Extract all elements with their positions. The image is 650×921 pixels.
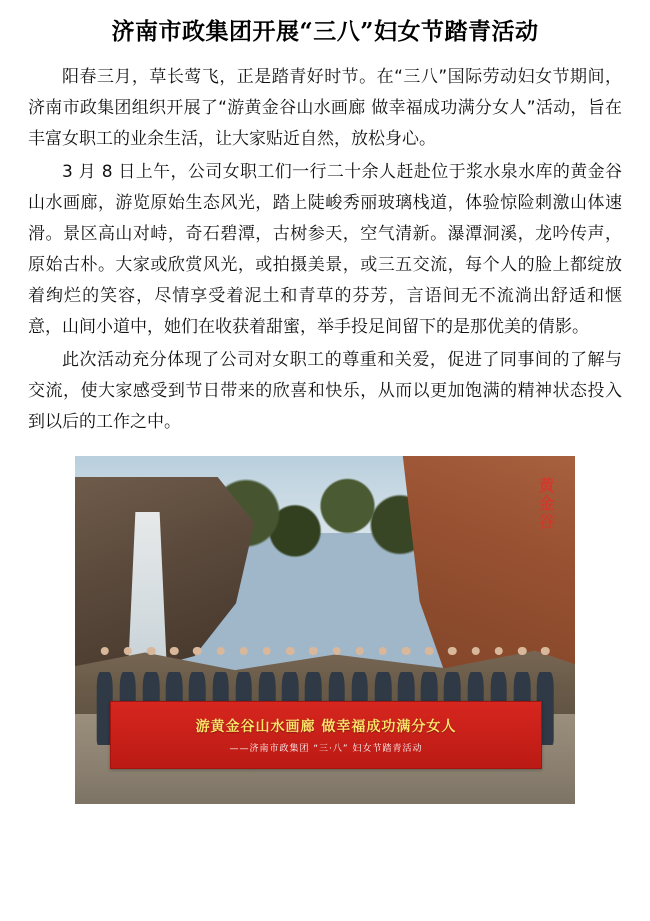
person-head	[309, 647, 317, 655]
person-head	[170, 647, 178, 655]
rock-carving-text: 黄金谷	[536, 476, 555, 531]
banner-sub-text: ——济南市政集团 “三·八” 妇女节踏青活动	[229, 744, 423, 755]
person-head	[541, 647, 549, 655]
person-head	[402, 647, 410, 655]
person-head	[518, 647, 526, 655]
paragraph-1: 阳春三月，草长莺飞，正是踏青好时节。在“三八”国际劳动妇女节期间，济南市政集团组织开展了“游黄金谷山水画廊 做幸福成功满分女人”活动，旨在丰富女职工的业余生活，让大家贴近自然，放松身心。	[28, 67, 622, 149]
person-head	[355, 647, 363, 655]
paragraph-3: 此次活动充分体现了公司对女职工的尊重和关爱，促进了同事间的了解与交流，使大家感受到节日带来的欣喜和快乐，从而以更加饱满的精神状态投入到以后的工作之中。	[28, 350, 622, 432]
person-head	[124, 647, 132, 655]
group-photo	[75, 456, 575, 804]
person-head	[100, 647, 108, 655]
person-head	[332, 647, 340, 655]
person-head	[425, 647, 433, 655]
person-head	[263, 647, 271, 655]
person-head	[495, 647, 503, 655]
banner-main-text: 游黄金谷山水画廊 做幸福成功满分女人	[195, 719, 457, 736]
person-head	[448, 647, 456, 655]
paragraph-2: 3 月 8 日上午，公司女职工们一行二十余人赶赴位于浆水泉水库的黄金谷山水画廊，游览原始生态风光，踏上陡峻秀丽玻璃栈道，体验惊险刺激山体速滑。景区高山对峙，奇石碧潭，古树参天，空气清新。瀑潭洞溪，龙吟传声，原始古朴。大家或欣赏风光，或拍摄美景，或三五交流，每个人的脸上都绽放着绚烂的笑容，尽情享受着泥土和青草的芬芳，言语间无不流淌出舒适和惬意，山间小道中，她们在收获着甜蜜，举手投足间留下的是那优美的倩影。	[28, 162, 622, 337]
person-head	[193, 647, 201, 655]
person-head	[379, 647, 387, 655]
person-head	[240, 647, 248, 655]
person-head	[471, 647, 479, 655]
person-head	[147, 647, 155, 655]
page-title: 济南市政集团开展“三八”妇女节踏青活动	[111, 18, 539, 45]
person-head	[216, 647, 224, 655]
person-head	[286, 647, 294, 655]
event-banner	[110, 701, 542, 769]
photo-container	[75, 456, 575, 804]
